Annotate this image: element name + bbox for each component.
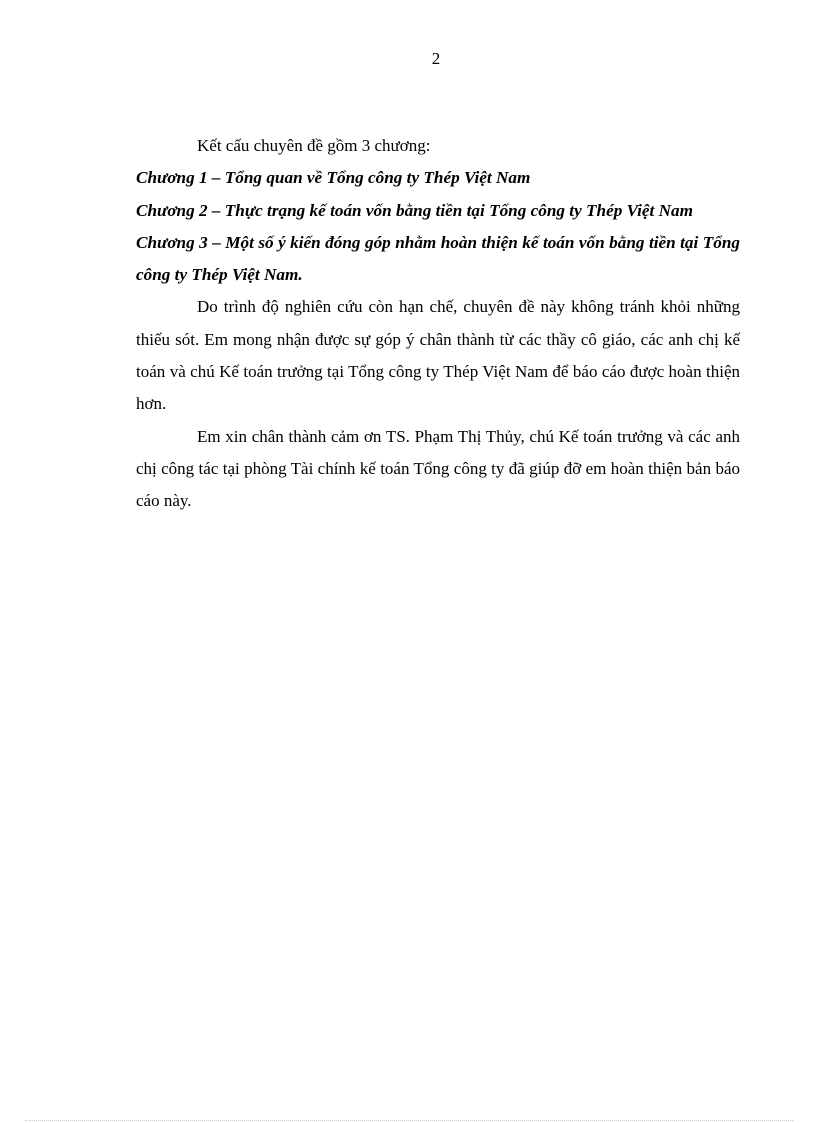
page-bottom-divider [25, 1120, 793, 1121]
page-number: 2 [431, 49, 441, 68]
chapter-2-title: Chương 2 – Thực trạng kế toán vốn bằng tiền tại Tổng công ty Thép Việt Nam [136, 200, 693, 220]
chapter-1-title: Chương 1 – Tổng quan về Tổng công ty Thép Việt Nam [136, 168, 531, 188]
limitations-paragraph: Do trình độ nghiên cứu còn hạn chế, chuyên đề này không tránh khỏi những thiếu sót. Em mong nhận được sự góp ý chân thành từ các thầy cô giáo, các anh chị kế toán và chú Kế toán trưởng tại Tổng công ty Thép Việt Nam để báo cáo được hoàn thiện hơn. [136, 297, 740, 414]
acknowledgement-paragraph: Em xin chân thành cảm ơn TS. Phạm Thị Thủy, chú Kế toán trưởng và các anh chị công tác tại phòng Tài chính kế toán Tổng công ty đã giúp đỡ em hoàn thiện bản báo cáo này. [136, 426, 740, 511]
structure-intro: Kết cấu chuyên đề gồm 3 chương: [197, 136, 431, 155]
chapter-3-title: Chương 3 – Một số ý kiến đóng góp nhằm hoàn thiện kế toán vốn bằng tiền tại Tổng công ty Thép Việt Nam. [136, 232, 740, 285]
document-body [136, 130, 740, 518]
